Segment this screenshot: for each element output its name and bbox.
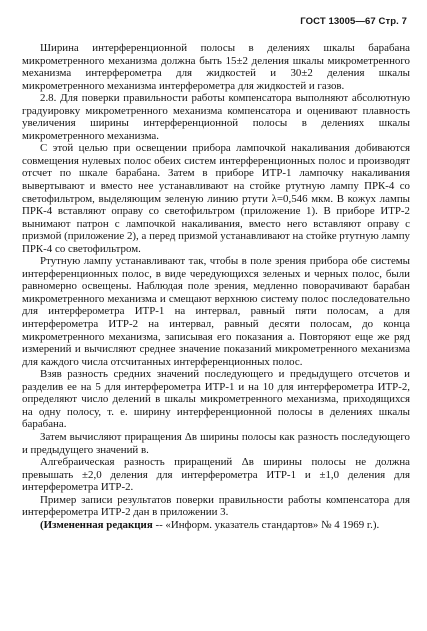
paragraph-amendment xyxy=(22,519,410,532)
paragraph-procedure-setup: С этой целью при освещении прибора лампочкой накаливания добиваются совмещения нулевых полос обеих систем интерференционных полос и производят отсчет по шкале барабана. Затем в приборе ИТР-1 лампочку накаливания вывертывают и вместо нее устанавливают на стойке ртутную лампу ПРК-4 со светофильтром, выделяющим зеленую линию ртути λ=0,546 мкм. В кожух лампы ПРК-4 вставляют оправу со светофильтром (приложение 1). В приборе ИТР-2 вынимают патрон с лампочкой накаливания, вместо него вставляют оправу с призмой (приложение 2), а перед призмой устанавливают на стойке ртутную лампу ПРК-4 со светофильтром. xyxy=(22,142,410,255)
page-number: Стр. 7 xyxy=(378,16,407,27)
paragraph-example-ref: Пример записи результатов поверки правильности работы компенсатора для интерферометра ИТР-2 дан в приложении 3. xyxy=(22,493,410,519)
paragraph-fringe-width: Ширина интерференционной полосы в делениях шкалы барабана микрометренного механизма должна быть 15±2 деления шкалы микрометренного механизма интерферометра для жидкостей и 30±2 деления шкалы микрометренного механизма интерферометра для жидкостей и газов. xyxy=(22,42,410,92)
paragraph-section-2-8: 2.8. Для поверки правильности работы компенсатора выполняют абсолютную градуировку микрометренного механизма компенсатора и оценивают плавность увеличения ширины интерференционной полосы в делениях шкалы микрометренного механизма. xyxy=(22,92,410,142)
amendment-source: -- «Информ. указатель стандартов» № 4 1969 г.). xyxy=(152,518,380,531)
standard-number: ГОСТ 13005—67 xyxy=(300,16,376,27)
page-header xyxy=(300,16,407,27)
paragraph-difference-calc: Взяв разность средних значений последующего и предыдущего отсчетов и разделив ее на 5 для интерферометра ИТР-1 и на 10 для интерферометра ИТР-2, определяют число делений в шкалы микрометренного механизма, приходящихся на одну полосу, т. е. ширину интерференционной полосы в делениях шкалы барабана. xyxy=(22,368,410,431)
paragraph-lamp-placement: Ртутную лампу устанавливают так, чтобы в поле зрения прибора обе системы интерференционных полос, в виде чередующихся зеленых и черных полос, были равномерно освещены. Наблюдая поле зрения, медленно поворачивают барабан микрометренного механизма и смещают верхнюю систему полос последовательно для интерферометра ИТР-1 на интервал, равный пяти полосам, а для интерферометра ИТР-2 на интервал, равный десяти полосам, до конца микрометренного механизма, записывая его показания a. Повторяют еще же ряд измерений и вычисляют среднее значение показаний микрометренного механизма для каждого числа отсчитанных интерференционных полос. xyxy=(22,255,410,368)
paragraph-increment-calc: Затем вычисляют приращения Δв ширины полосы как разность последующего и предыдущего значений в. xyxy=(22,430,410,456)
document-body xyxy=(22,42,410,531)
amendment-label: (Измененная редакция xyxy=(40,518,153,531)
paragraph-tolerance: Алгебраическая разность приращений Δв ширины полосы не должна превышать ±2,0 деления для интерферометра ИТР-1 и ±1,0 деления для интерферометра ИТР-2. xyxy=(22,456,410,494)
